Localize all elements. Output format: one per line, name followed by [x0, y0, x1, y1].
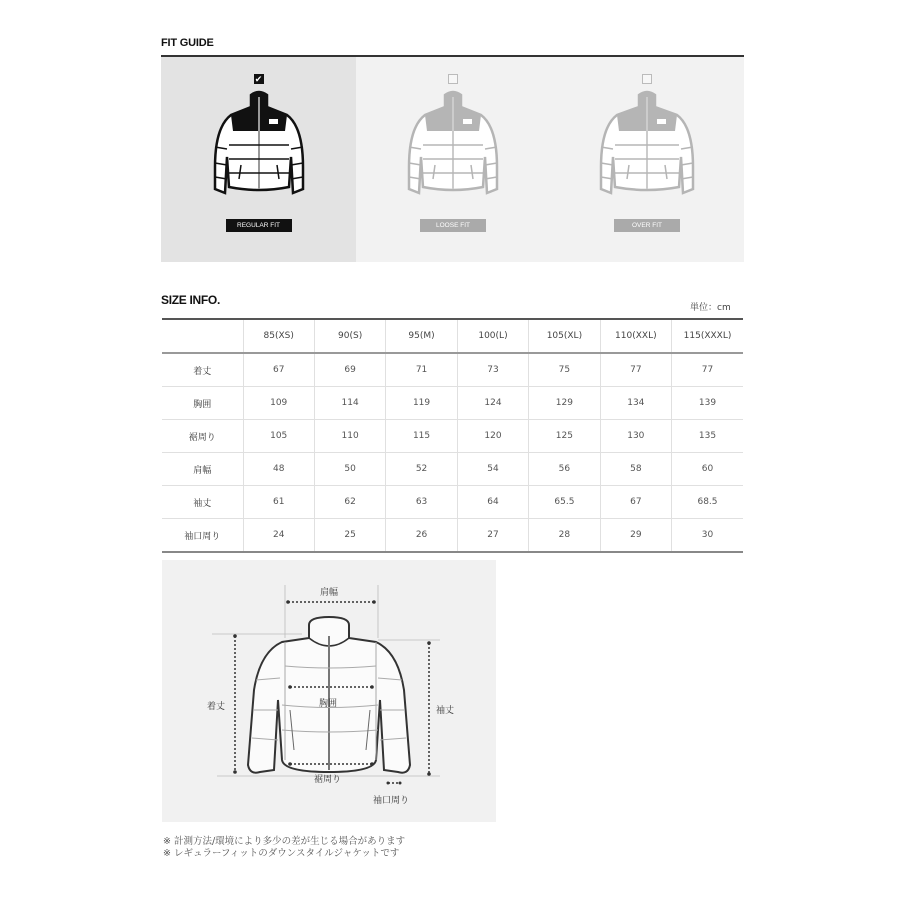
note-line: ※ 計測方法/環境により多少の差が生じる場合があります — [163, 836, 406, 847]
table-cell: 30 — [672, 519, 743, 553]
notes — [163, 836, 405, 860]
table-cell: 25 — [314, 519, 385, 553]
table-cell: 129 — [529, 387, 600, 420]
jacket-over-fit-icon — [595, 87, 699, 207]
column-header: 100(L) — [457, 319, 528, 353]
table-cell: 105 — [243, 420, 314, 453]
table-row — [162, 486, 743, 519]
table-row — [162, 387, 743, 420]
shoulder-width-label: 肩幅 — [320, 588, 339, 598]
size-info-title: SIZE INFO. — [161, 293, 221, 307]
chest-label: 胸囲 — [319, 699, 338, 709]
table-cell: 120 — [457, 420, 528, 453]
table-cell: 67 — [600, 486, 671, 519]
table-cell: 64 — [457, 486, 528, 519]
body-length-label: 着丈 — [207, 702, 226, 712]
table-cell: 26 — [386, 519, 457, 553]
row-header: 着丈 — [162, 353, 243, 387]
column-header: 90(S) — [314, 319, 385, 353]
table-cell: 115 — [386, 420, 457, 453]
table-cell: 58 — [600, 453, 671, 486]
empty-checkbox-icon[interactable] — [448, 74, 458, 84]
unit-label: 単位：cm — [690, 303, 731, 313]
table-cell: 50 — [314, 453, 385, 486]
table-cell: 28 — [529, 519, 600, 553]
measurement-diagram — [162, 560, 496, 822]
table-cell: 68.5 — [672, 486, 743, 519]
fit-option-over[interactable] — [550, 57, 744, 262]
table-cell: 110 — [314, 420, 385, 453]
table-row — [162, 353, 743, 387]
table-cell: 135 — [672, 420, 743, 453]
table-header-row — [162, 319, 743, 353]
fit-guide-title: FIT GUIDE — [161, 37, 214, 49]
table-cell: 114 — [314, 387, 385, 420]
jacket-loose-fit-icon — [401, 87, 505, 207]
jacket-regular-fit-icon — [207, 87, 311, 207]
row-header: 肩幅 — [162, 453, 243, 486]
table-cell: 63 — [386, 486, 457, 519]
row-header: 裾周り — [162, 420, 243, 453]
table-row — [162, 453, 743, 486]
column-header: 95(M) — [386, 319, 457, 353]
row-header: 袖口周り — [162, 519, 243, 553]
table-cell: 67 — [243, 353, 314, 387]
empty-checkbox-icon[interactable] — [642, 74, 652, 84]
header-corner — [162, 319, 243, 353]
table-cell: 139 — [672, 387, 743, 420]
table-cell: 61 — [243, 486, 314, 519]
table-cell: 62 — [314, 486, 385, 519]
fit-option-loose[interactable] — [356, 57, 550, 262]
table-cell: 130 — [600, 420, 671, 453]
table-cell: 124 — [457, 387, 528, 420]
table-cell: 125 — [529, 420, 600, 453]
note-line: ※ レギュラーフィットのダウンスタイルジャケットです — [163, 848, 400, 859]
table-cell: 71 — [386, 353, 457, 387]
table-cell: 69 — [314, 353, 385, 387]
column-header: 105(XL) — [529, 319, 600, 353]
checked-checkbox-icon[interactable]: ✔ — [254, 75, 263, 85]
column-header: 115(XXXL) — [672, 319, 743, 353]
table-cell: 77 — [672, 353, 743, 387]
row-header: 袖丈 — [162, 486, 243, 519]
cuff-label: 袖口周り — [373, 796, 410, 806]
table-cell: 75 — [529, 353, 600, 387]
table-cell: 24 — [243, 519, 314, 553]
sleeve-length-label: 袖丈 — [436, 706, 455, 716]
regular-fit-label: REGULAR FIT — [226, 219, 292, 232]
table-cell: 60 — [672, 453, 743, 486]
table-cell: 119 — [386, 387, 457, 420]
table-cell: 48 — [243, 453, 314, 486]
row-header: 胸囲 — [162, 387, 243, 420]
hem-label: 裾周り — [314, 775, 342, 785]
column-header: 85(XS) — [243, 319, 314, 353]
loose-fit-label: LOOSE FIT — [420, 219, 486, 232]
table-cell: 134 — [600, 387, 671, 420]
table-cell: 73 — [457, 353, 528, 387]
column-header: 110(XXL) — [600, 319, 671, 353]
table-cell: 65.5 — [529, 486, 600, 519]
table-cell: 77 — [600, 353, 671, 387]
table-cell: 52 — [386, 453, 457, 486]
table-cell: 56 — [529, 453, 600, 486]
fit-guide-panels — [161, 57, 744, 262]
table-cell: 109 — [243, 387, 314, 420]
table-row — [162, 519, 743, 553]
table-row — [162, 420, 743, 453]
fit-option-regular[interactable] — [161, 57, 356, 262]
table-cell: 27 — [457, 519, 528, 553]
size-table — [162, 318, 743, 553]
over-fit-label: OVER FIT — [614, 219, 680, 232]
table-cell: 54 — [457, 453, 528, 486]
table-cell: 29 — [600, 519, 671, 553]
